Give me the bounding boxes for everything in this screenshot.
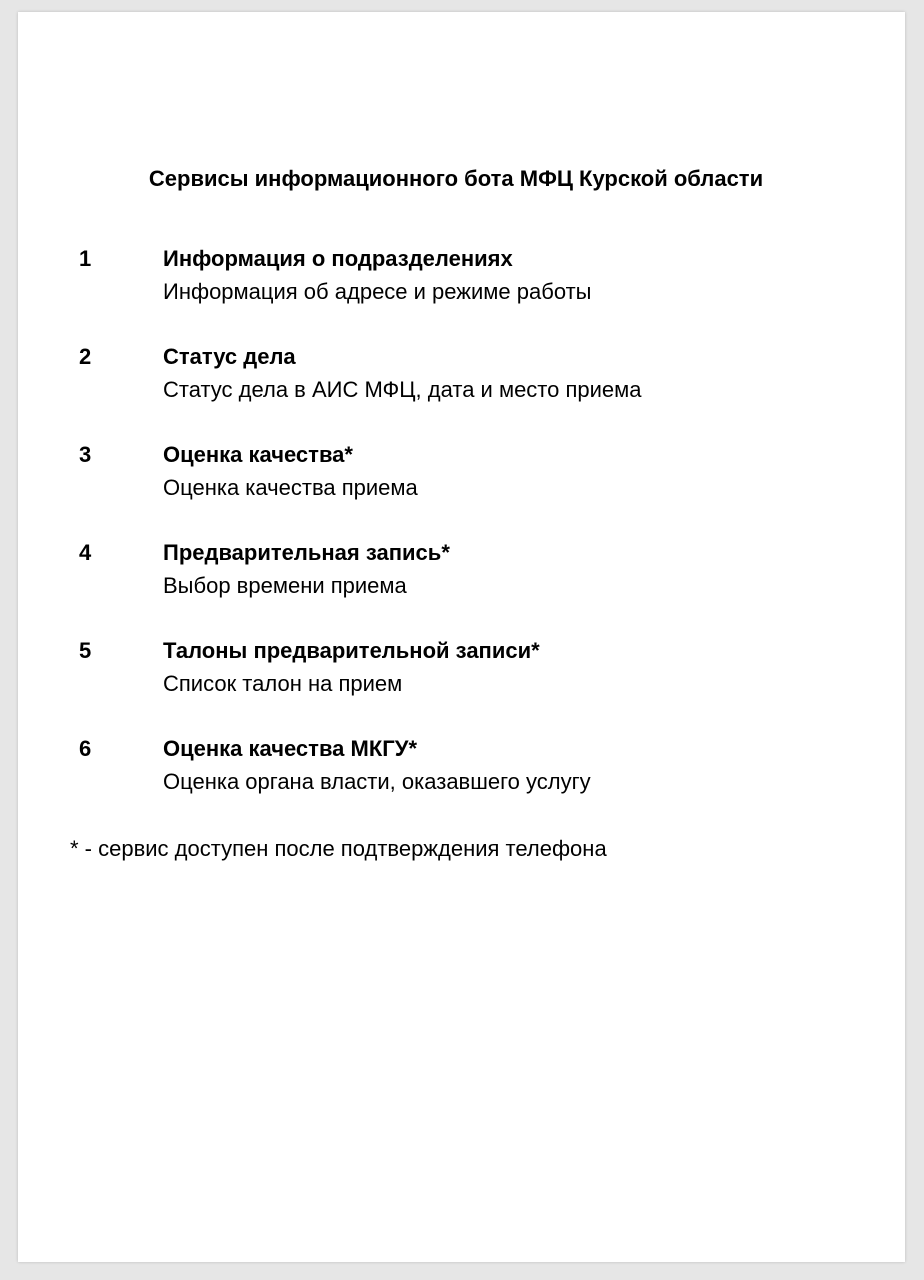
service-item: [18, 724, 905, 822]
service-item: [18, 332, 905, 430]
service-description: Оценка качества приема: [163, 475, 418, 500]
service-item: [18, 528, 905, 626]
service-item: [18, 430, 905, 528]
service-item: [18, 626, 905, 724]
service-name: Талоны предварительной записи*: [163, 638, 540, 663]
service-number: 1: [79, 246, 92, 271]
service-number: 5: [79, 638, 92, 663]
service-name: Оценка качества*: [163, 442, 353, 467]
service-number: 4: [79, 540, 92, 565]
services-list: [18, 234, 905, 822]
footnote: * - сервис доступен после подтверждения телефона: [70, 836, 607, 861]
service-description: Список талон на прием: [163, 671, 403, 696]
service-item: [18, 234, 905, 332]
service-description: Информация об адресе и режиме работы: [163, 279, 592, 304]
service-name: Статус дела: [163, 344, 296, 369]
document-page: [18, 12, 905, 1262]
service-number: 2: [79, 344, 92, 369]
service-name: Информация о подразделениях: [163, 246, 513, 271]
service-number: 3: [79, 442, 92, 467]
service-name: Предварительная запись*: [163, 540, 450, 565]
service-name: Оценка качества МКГУ*: [163, 736, 417, 761]
service-description: Статус дела в АИС МФЦ, дата и место приема: [163, 377, 642, 402]
service-number: 6: [79, 736, 92, 761]
service-description: Выбор времени приема: [163, 573, 407, 598]
document-title: Сервисы информационного бота МФЦ Курской области: [148, 166, 764, 191]
service-description: Оценка органа власти, оказавшего услугу: [163, 769, 591, 794]
